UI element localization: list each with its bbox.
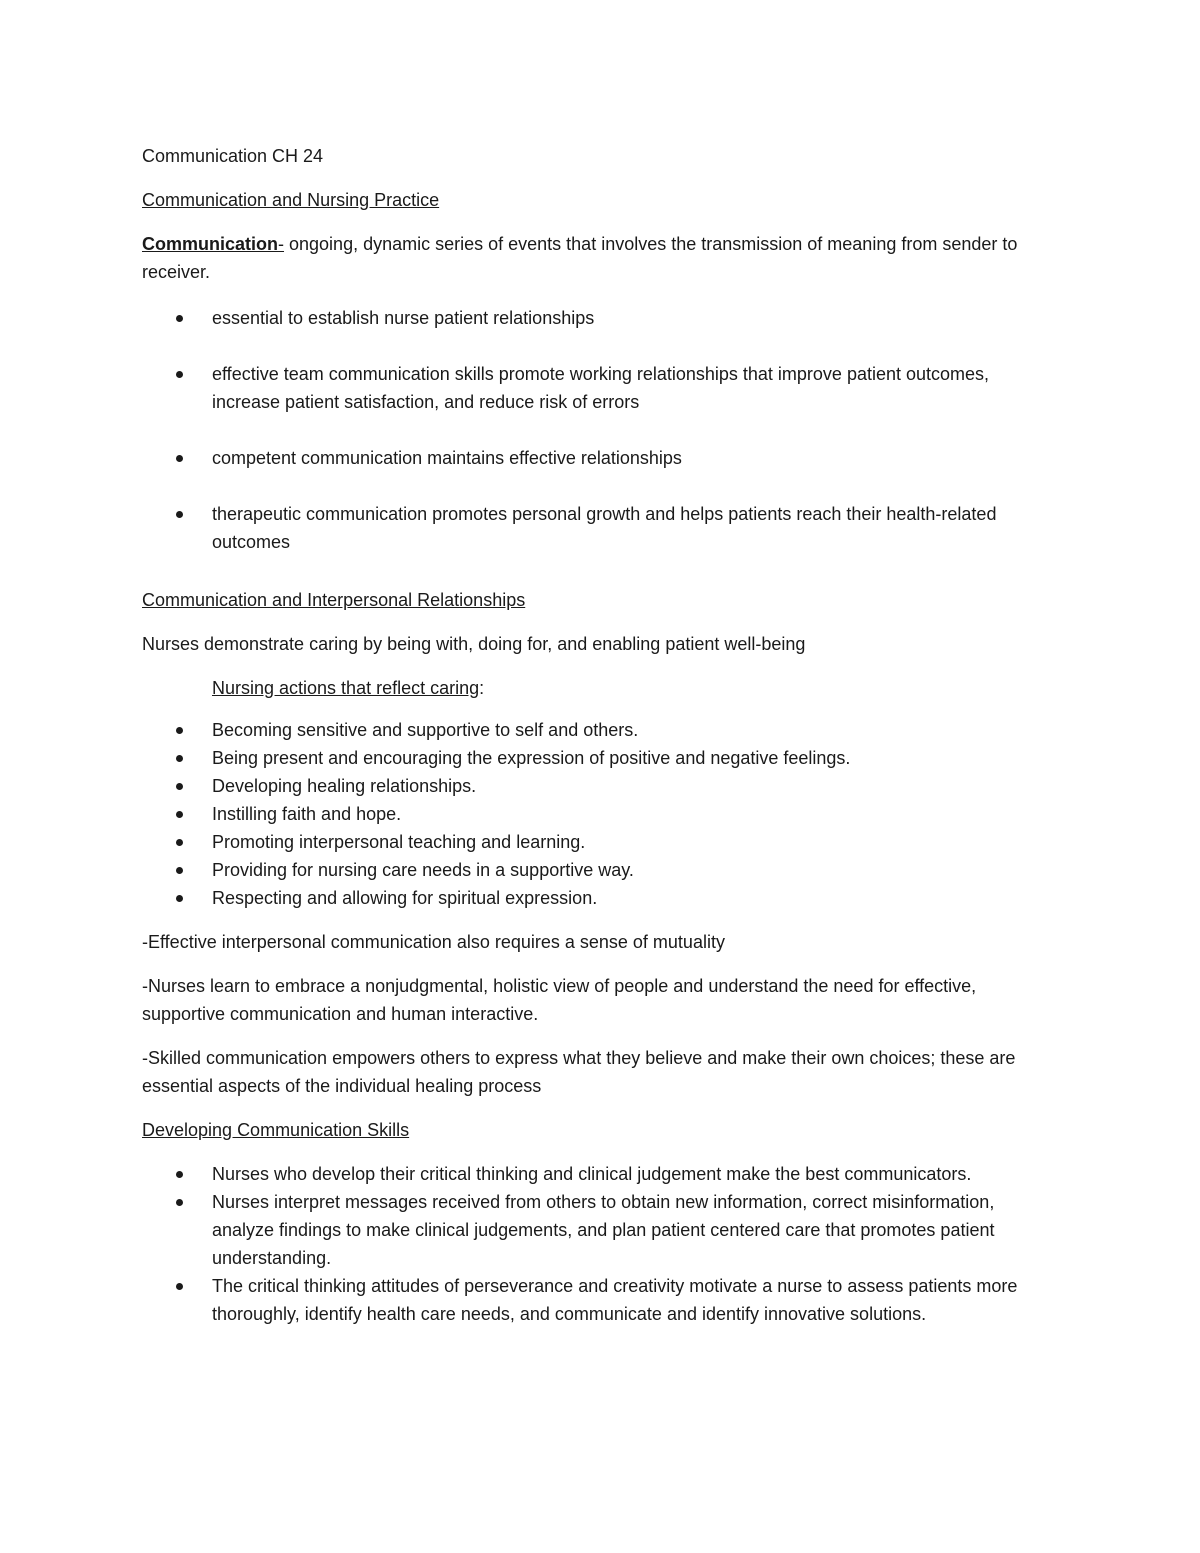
mutuality-paragraph: -Effective interpersonal communication also requires a sense of mutuality	[142, 932, 725, 952]
list-item: effective team communication skills promote working relationships that improve patient outcomes, increase patient satisfaction, and reduce risk of errors	[142, 360, 1052, 416]
list-item: Respecting and allowing for spiritual expression.	[142, 884, 1052, 912]
list-item: therapeutic communication promotes personal growth and helps patients reach their health-related outcomes	[142, 500, 1052, 556]
nursing-practice-list	[142, 304, 1052, 556]
subheading-text: Nursing actions that reflect caring	[212, 678, 480, 698]
definition-dash: -	[278, 234, 285, 254]
section-heading-interpersonal: Communication and Interpersonal Relationships	[142, 590, 526, 610]
caring-actions-subheading	[142, 674, 1052, 702]
list-item: essential to establish nurse patient relationships	[142, 304, 1052, 332]
list-item: Nurses interpret messages received from others to obtain new information, correct misinformation, analyze findings to make clinical judgements, and plan patient centered care that promotes patient understanding.	[142, 1188, 1052, 1272]
list-item: The critical thinking attitudes of perseverance and creativity motivate a nurse to assess patients more thoroughly, identify health care needs, and communicate and identify innovative solutions.	[142, 1272, 1052, 1328]
skilled-communication-paragraph: -Skilled communication empowers others to express what they believe and make their own choices; these are essential aspects of the individual healing process	[142, 1048, 1016, 1096]
list-item: Being present and encouraging the expression of positive and negative feelings.	[142, 744, 1052, 772]
list-item: Providing for nursing care needs in a supportive way.	[142, 856, 1052, 884]
document-title: Communication CH 24	[142, 146, 324, 166]
list-item: Promoting interpersonal teaching and learning.	[142, 828, 1052, 856]
list-item: Becoming sensitive and supportive to self and others.	[142, 716, 1052, 744]
document-page	[142, 142, 1052, 1328]
list-item: Developing healing relationships.	[142, 772, 1052, 800]
list-item: Nurses who develop their critical thinking and clinical judgement make the best communicators.	[142, 1160, 1052, 1188]
list-item: Instilling faith and hope.	[142, 800, 1052, 828]
section-heading-nursing-practice: Communication and Nursing Practice	[142, 190, 440, 210]
interpersonal-intro: Nurses demonstrate caring by being with, doing for, and enabling patient well-being	[142, 634, 806, 654]
list-item: competent communication maintains effective relationships	[142, 444, 1052, 472]
nonjudgmental-paragraph: -Nurses learn to embrace a nonjudgmental, holistic view of people and understand the need for effective, supportive communication and human interactive.	[142, 976, 977, 1024]
subheading-colon: :	[479, 678, 485, 698]
communication-definition	[142, 230, 1052, 286]
section-heading-skills: Developing Communication Skills	[142, 1120, 410, 1140]
communication-skills-list	[142, 1160, 1052, 1328]
caring-actions-list	[142, 716, 1052, 912]
definition-text: ongoing, dynamic series of events that involves the transmission of meaning from sender to receiver.	[142, 234, 1018, 282]
definition-term: Communication	[142, 234, 279, 254]
